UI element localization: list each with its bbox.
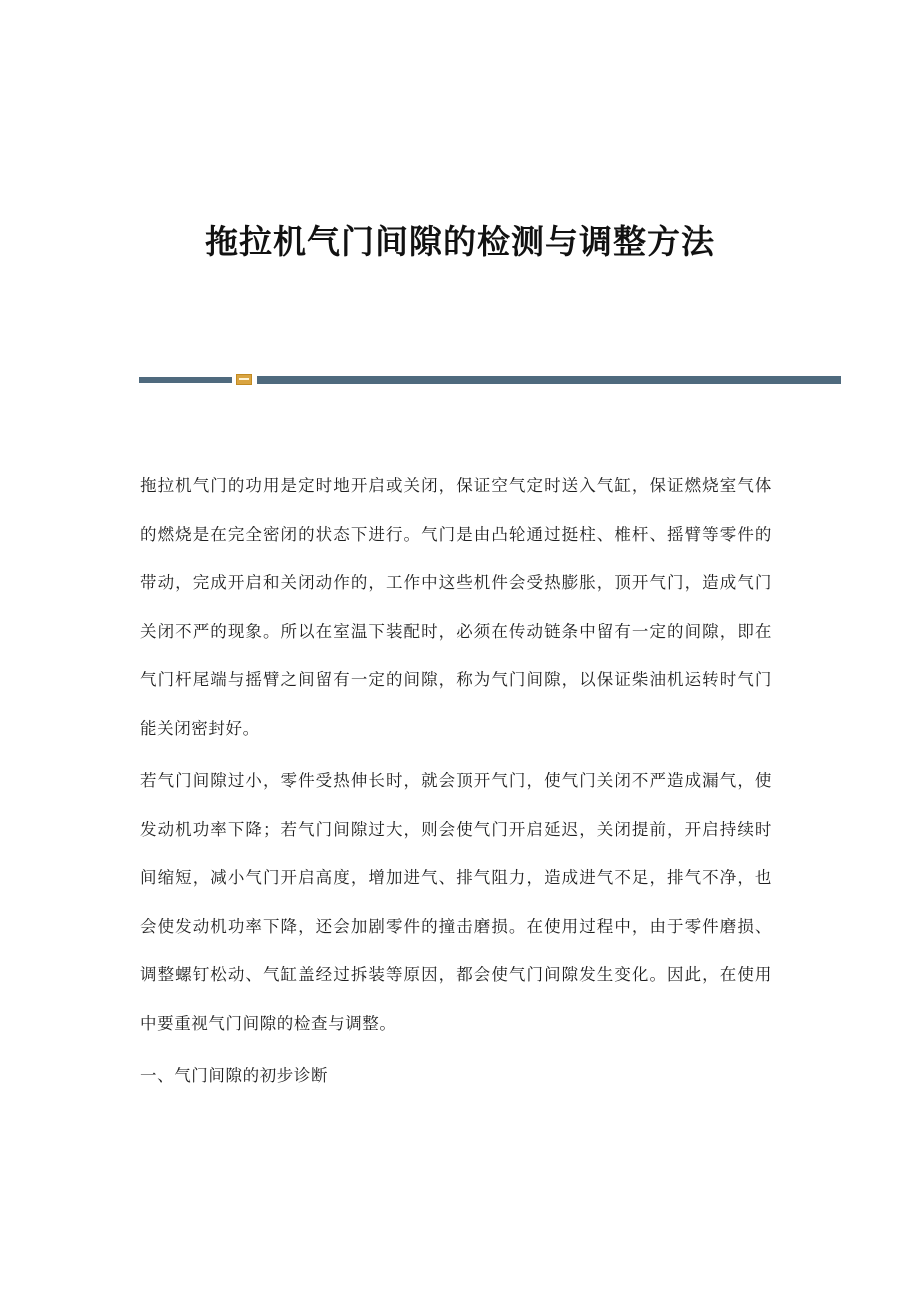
section-heading: 一、气门间隙的初步诊断 [140,1066,329,1085]
document-body [140,462,772,1101]
paragraph-clearance-effects: 若气门间隙过小，零件受热伸长时，就会顶开气门，使气门关闭不严造成漏气，使发动机功率下降；若气门间隙过大，则会使气门开启延迟，关闭提前，开启持续时间缩短，减小气门开启高度，增加进气、排气阻力，造成进气不足，排气不净，也会使发动机功率下降，还会加剧零件的撞击磨损。在使用过程中，由于零件磨损、调整螺钉松动、气缸盖经过拆装等原因，都会使气门间隙发生变化。因此，在使用中要重视气门间隙的检查与调整。 [140,771,772,1033]
divider-bar-right [257,376,841,384]
title-divider [139,374,841,386]
paragraph-intro: 拖拉机气门的功用是定时地开启或关闭，保证空气定时送入气缸，保证燃烧室气体的燃烧是在完全密闭的状态下进行。气门是由凸轮通过挺柱、椎杆、摇臂等零件的带动，完成开启和关闭动作的，工作中这些机件会受热膨胀，顶开气门，造成气门关闭不严的现象。所以在室温下装配时，必须在传动链条中留有一定的间隙，即在气门杆尾端与摇臂之间留有一定的间隙，称为气门间隙，以保证柴油机运转时气门能关闭密封好。 [140,476,772,738]
divider-bar-left [139,377,232,383]
document-title: 拖拉机气门间隙的检测与调整方法 [205,222,715,261]
divider-emblem-icon [236,374,252,385]
